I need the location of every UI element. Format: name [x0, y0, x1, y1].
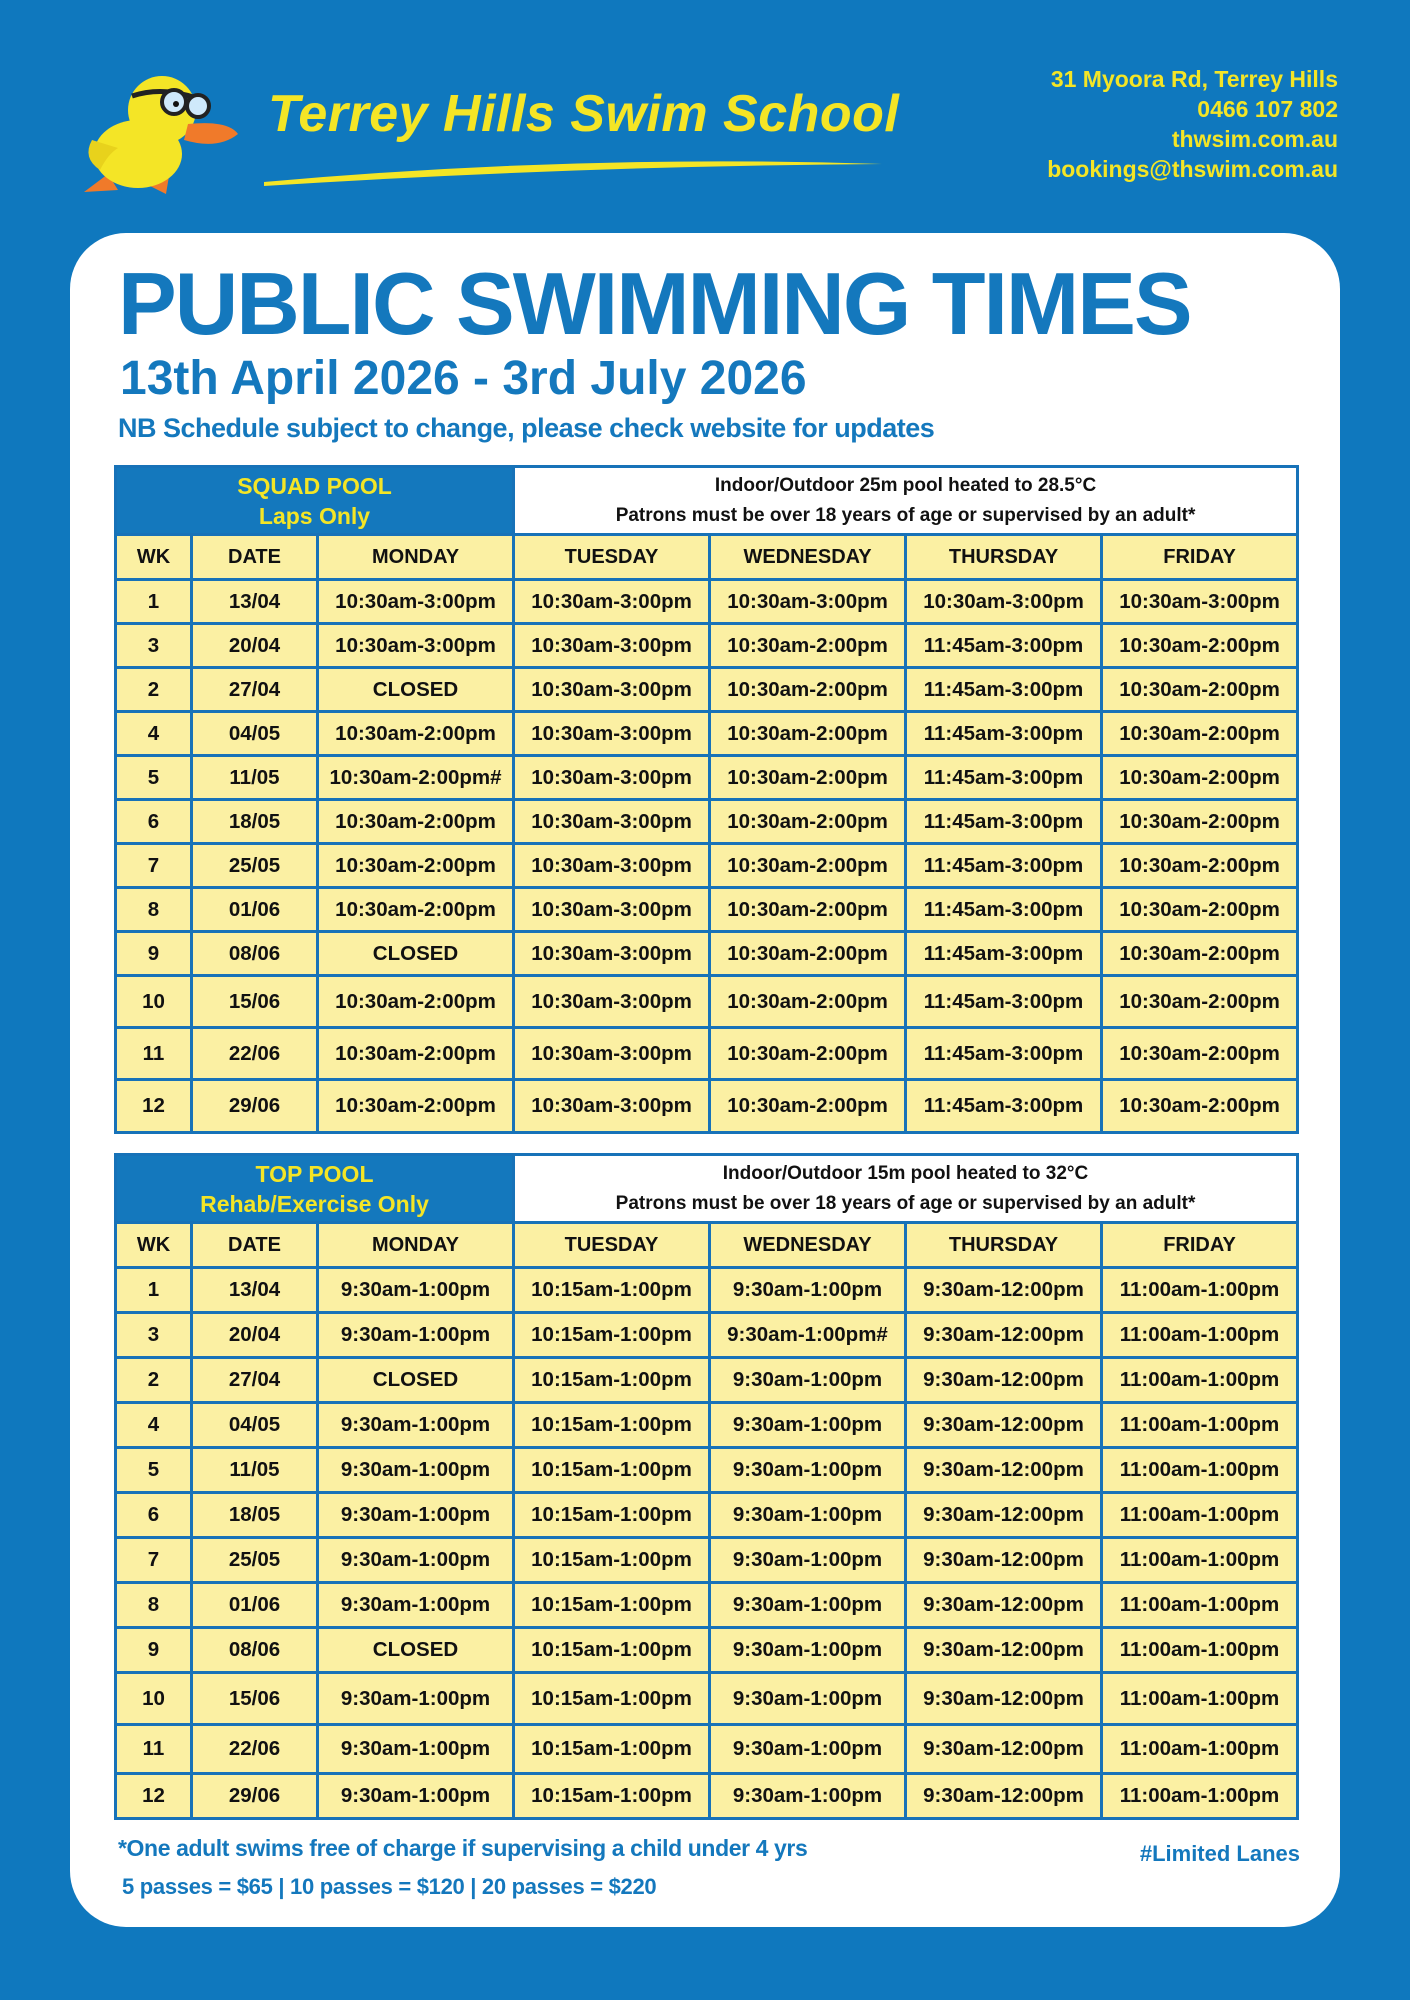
- friday-cell: 11:00am-1:00pm: [1102, 1268, 1298, 1313]
- wednesday-cell: 9:30am-1:00pm: [710, 1268, 906, 1313]
- table-row: [116, 1403, 1298, 1448]
- monday-cell: CLOSED: [318, 1358, 514, 1403]
- tuesday-cell: 10:30am-3:00pm: [514, 624, 710, 668]
- friday-cell: 10:30am-2:00pm: [1102, 800, 1298, 844]
- week-cell: 6: [116, 800, 192, 844]
- column-header-row: [116, 535, 1298, 580]
- week-cell: 4: [116, 712, 192, 756]
- tuesday-cell: 10:30am-3:00pm: [514, 800, 710, 844]
- supervision-note: *One adult swims free of charge if supervising a child under 4 yrs: [118, 1835, 808, 1861]
- address: 31 Myoora Rd, Terrey Hills: [1050, 66, 1338, 92]
- wednesday-cell: 10:30am-2:00pm: [710, 800, 906, 844]
- wednesday-cell: 9:30am-1:00pm: [710, 1358, 906, 1403]
- thursday-cell: 9:30am-12:00pm: [906, 1403, 1102, 1448]
- table-row: [116, 1080, 1298, 1133]
- col-header-friday: FRIDAY: [1102, 1223, 1298, 1268]
- pool-name: SQUAD POOL: [237, 472, 392, 499]
- pool-name: TOP POOL: [255, 1160, 374, 1187]
- wednesday-cell: 10:30am-2:00pm: [710, 888, 906, 932]
- table-row: [116, 1673, 1298, 1725]
- thursday-cell: 11:45am-3:00pm: [906, 1028, 1102, 1080]
- friday-cell: 11:00am-1:00pm: [1102, 1403, 1298, 1448]
- monday-cell: 10:30am-2:00pm: [318, 1080, 514, 1133]
- tuesday-cell: 10:15am-1:00pm: [514, 1358, 710, 1403]
- page-title: PUBLIC SWIMMING TIMES: [118, 254, 1191, 353]
- tuesday-cell: 10:30am-3:00pm: [514, 668, 710, 712]
- date-cell: 25/05: [192, 844, 318, 888]
- date-cell: 13/04: [192, 580, 318, 624]
- pool-description: Indoor/Outdoor 15m pool heated to 32°C: [722, 1162, 1089, 1184]
- monday-cell: 10:30am-3:00pm: [318, 580, 514, 624]
- friday-cell: 10:30am-2:00pm: [1102, 844, 1298, 888]
- friday-cell: 11:00am-1:00pm: [1102, 1583, 1298, 1628]
- phone[interactable]: 0466 107 802: [1197, 96, 1338, 122]
- thursday-cell: 11:45am-3:00pm: [906, 668, 1102, 712]
- thursday-cell: 11:45am-3:00pm: [906, 756, 1102, 800]
- week-cell: 1: [116, 1268, 192, 1313]
- thursday-cell: 9:30am-12:00pm: [906, 1583, 1102, 1628]
- tuesday-cell: 10:15am-1:00pm: [514, 1725, 710, 1774]
- pass-prices: 5 passes = $65 | 10 passes = $120 | 20 passes = $220: [122, 1874, 657, 1899]
- table-row: [116, 712, 1298, 756]
- week-cell: 9: [116, 1628, 192, 1673]
- wednesday-cell: 9:30am-1:00pm: [710, 1448, 906, 1493]
- friday-cell: 10:30am-2:00pm: [1102, 976, 1298, 1028]
- monday-cell: 9:30am-1:00pm: [318, 1448, 514, 1493]
- date-cell: 15/06: [192, 1673, 318, 1725]
- friday-cell: 11:00am-1:00pm: [1102, 1673, 1298, 1725]
- week-cell: 3: [116, 1313, 192, 1358]
- col-header-wk: WK: [116, 1223, 192, 1268]
- thursday-cell: 9:30am-12:00pm: [906, 1448, 1102, 1493]
- date-cell: 18/05: [192, 1493, 318, 1538]
- tuesday-cell: 10:30am-3:00pm: [514, 1028, 710, 1080]
- date-cell: 27/04: [192, 668, 318, 712]
- schedule-note: NB Schedule subject to change, please check website for updates: [118, 413, 935, 443]
- tuesday-cell: 10:15am-1:00pm: [514, 1493, 710, 1538]
- col-header-wk: WK: [116, 535, 192, 580]
- wednesday-cell: 9:30am-1:00pm: [710, 1628, 906, 1673]
- week-cell: 2: [116, 1358, 192, 1403]
- week-cell: 8: [116, 888, 192, 932]
- thursday-cell: 10:30am-3:00pm: [906, 580, 1102, 624]
- date-cell: 29/06: [192, 1774, 318, 1819]
- date-range: 13th April 2026 - 3rd July 2026: [120, 352, 807, 405]
- thursday-cell: 9:30am-12:00pm: [906, 1313, 1102, 1358]
- thursday-cell: 11:45am-3:00pm: [906, 932, 1102, 976]
- col-header-monday: MONDAY: [318, 535, 514, 580]
- date-cell: 25/05: [192, 1538, 318, 1583]
- date-cell: 29/06: [192, 1080, 318, 1133]
- table-row: [116, 976, 1298, 1028]
- limited-lanes-tag: #Limited Lanes: [1139, 1841, 1300, 1866]
- date-cell: 11/05: [192, 756, 318, 800]
- wednesday-cell: 10:30am-2:00pm: [710, 976, 906, 1028]
- friday-cell: 10:30am-3:00pm: [1102, 580, 1298, 624]
- monday-cell: 10:30am-2:00pm: [318, 800, 514, 844]
- tuesday-cell: 10:15am-1:00pm: [514, 1448, 710, 1493]
- table-row: [116, 1028, 1298, 1080]
- pool-name-cell: [116, 467, 514, 535]
- col-header-thursday: THURSDAY: [906, 1223, 1102, 1268]
- monday-cell: 10:30am-2:00pm: [318, 844, 514, 888]
- table-row: [116, 1774, 1298, 1819]
- monday-cell: 10:30am-2:00pm: [318, 1028, 514, 1080]
- monday-cell: 9:30am-1:00pm: [318, 1725, 514, 1774]
- week-cell: 7: [116, 844, 192, 888]
- col-header-tuesday: TUESDAY: [514, 535, 710, 580]
- schedule-card: [70, 233, 1340, 1927]
- tuesday-cell: 10:30am-3:00pm: [514, 1080, 710, 1133]
- wednesday-cell: 10:30am-2:00pm: [710, 932, 906, 976]
- wednesday-cell: 10:30am-2:00pm: [710, 712, 906, 756]
- date-cell: 15/06: [192, 976, 318, 1028]
- col-header-monday: MONDAY: [318, 1223, 514, 1268]
- tuesday-cell: 10:15am-1:00pm: [514, 1583, 710, 1628]
- week-cell: 4: [116, 1403, 192, 1448]
- table-row: [116, 1313, 1298, 1358]
- pool-description-cell: [514, 1155, 1298, 1223]
- week-cell: 12: [116, 1080, 192, 1133]
- thursday-cell: 11:45am-3:00pm: [906, 712, 1102, 756]
- col-header-tuesday: TUESDAY: [514, 1223, 710, 1268]
- thursday-cell: 11:45am-3:00pm: [906, 624, 1102, 668]
- tuesday-cell: 10:30am-3:00pm: [514, 932, 710, 976]
- wednesday-cell: 9:30am-1:00pm: [710, 1673, 906, 1725]
- table-row: [116, 1448, 1298, 1493]
- table-row: [116, 1583, 1298, 1628]
- wednesday-cell: 9:30am-1:00pm#: [710, 1313, 906, 1358]
- date-cell: 27/04: [192, 1358, 318, 1403]
- week-cell: 12: [116, 1774, 192, 1819]
- thursday-cell: 9:30am-12:00pm: [906, 1725, 1102, 1774]
- week-cell: 2: [116, 668, 192, 712]
- tuesday-cell: 10:30am-3:00pm: [514, 844, 710, 888]
- thursday-cell: 11:45am-3:00pm: [906, 844, 1102, 888]
- friday-cell: 11:00am-1:00pm: [1102, 1725, 1298, 1774]
- date-cell: 22/06: [192, 1028, 318, 1080]
- wednesday-cell: 10:30am-2:00pm: [710, 624, 906, 668]
- tuesday-cell: 10:15am-1:00pm: [514, 1628, 710, 1673]
- wednesday-cell: 9:30am-1:00pm: [710, 1403, 906, 1448]
- date-cell: 11/05: [192, 1448, 318, 1493]
- top-pool-table: [114, 1153, 1299, 1820]
- tuesday-cell: 10:30am-3:00pm: [514, 976, 710, 1028]
- col-header-date: DATE: [192, 535, 318, 580]
- tuesday-cell: 10:30am-3:00pm: [514, 580, 710, 624]
- pool-description: Indoor/Outdoor 25m pool heated to 28.5°C: [714, 474, 1097, 496]
- monday-cell: 10:30am-3:00pm: [318, 624, 514, 668]
- week-cell: 9: [116, 932, 192, 976]
- table-row: [116, 756, 1298, 800]
- monday-cell: 9:30am-1:00pm: [318, 1313, 514, 1358]
- col-header-thursday: THURSDAY: [906, 535, 1102, 580]
- date-cell: 20/04: [192, 624, 318, 668]
- table-row: [116, 1358, 1298, 1403]
- tuesday-cell: 10:30am-3:00pm: [514, 888, 710, 932]
- wednesday-cell: 9:30am-1:00pm: [710, 1725, 906, 1774]
- brand-name: Terrey Hills Swim School: [268, 85, 900, 143]
- thursday-cell: 9:30am-12:00pm: [906, 1673, 1102, 1725]
- email-link[interactable]: bookings@thswim.com.au: [1047, 156, 1338, 182]
- wednesday-cell: 10:30am-2:00pm: [710, 1028, 906, 1080]
- tuesday-cell: 10:15am-1:00pm: [514, 1268, 710, 1313]
- pool-subtitle: Rehab/Exercise Only: [200, 1190, 429, 1217]
- wednesday-cell: 9:30am-1:00pm: [710, 1774, 906, 1819]
- col-header-wednesday: WEDNESDAY: [710, 535, 906, 580]
- thursday-cell: 11:45am-3:00pm: [906, 1080, 1102, 1133]
- week-cell: 8: [116, 1583, 192, 1628]
- wednesday-cell: 10:30am-2:00pm: [710, 668, 906, 712]
- date-cell: 20/04: [192, 1313, 318, 1358]
- col-header-date: DATE: [192, 1223, 318, 1268]
- table-row: [116, 1628, 1298, 1673]
- table-row: [116, 888, 1298, 932]
- thursday-cell: 9:30am-12:00pm: [906, 1538, 1102, 1583]
- friday-cell: 11:00am-1:00pm: [1102, 1358, 1298, 1403]
- friday-cell: 10:30am-2:00pm: [1102, 712, 1298, 756]
- thursday-cell: 9:30am-12:00pm: [906, 1628, 1102, 1673]
- tuesday-cell: 10:15am-1:00pm: [514, 1313, 710, 1358]
- table-row: [116, 1268, 1298, 1313]
- thursday-cell: 11:45am-3:00pm: [906, 888, 1102, 932]
- week-cell: 5: [116, 1448, 192, 1493]
- contact-block: [1047, 64, 1338, 184]
- wednesday-cell: 10:30am-2:00pm: [710, 1080, 906, 1133]
- monday-cell: 9:30am-1:00pm: [318, 1673, 514, 1725]
- thursday-cell: 9:30am-12:00pm: [906, 1774, 1102, 1819]
- col-header-wednesday: WEDNESDAY: [710, 1223, 906, 1268]
- date-cell: 18/05: [192, 800, 318, 844]
- table-row: [116, 580, 1298, 624]
- friday-cell: 11:00am-1:00pm: [1102, 1538, 1298, 1583]
- table-row: [116, 800, 1298, 844]
- monday-cell: 9:30am-1:00pm: [318, 1774, 514, 1819]
- date-cell: 08/06: [192, 932, 318, 976]
- wednesday-cell: 9:30am-1:00pm: [710, 1538, 906, 1583]
- week-cell: 6: [116, 1493, 192, 1538]
- date-cell: 01/06: [192, 888, 318, 932]
- wednesday-cell: 10:30am-3:00pm: [710, 580, 906, 624]
- monday-cell: 10:30am-2:00pm: [318, 976, 514, 1028]
- friday-cell: 11:00am-1:00pm: [1102, 1313, 1298, 1358]
- pool-description-cell: [514, 467, 1298, 535]
- date-cell: 01/06: [192, 1583, 318, 1628]
- friday-cell: 10:30am-2:00pm: [1102, 932, 1298, 976]
- thursday-cell: 11:45am-3:00pm: [906, 800, 1102, 844]
- duck-with-goggles-icon: [78, 62, 248, 202]
- squad-pool-table: [114, 465, 1299, 1134]
- table-row: [116, 624, 1298, 668]
- tuesday-cell: 10:15am-1:00pm: [514, 1403, 710, 1448]
- pool-age-rule: Patrons must be over 18 years of age or supervised by an adult*: [615, 504, 1196, 526]
- friday-cell: 10:30am-2:00pm: [1102, 756, 1298, 800]
- thursday-cell: 9:30am-12:00pm: [906, 1268, 1102, 1313]
- monday-cell: 9:30am-1:00pm: [318, 1493, 514, 1538]
- week-cell: 5: [116, 756, 192, 800]
- tuesday-cell: 10:30am-3:00pm: [514, 712, 710, 756]
- week-cell: 7: [116, 1538, 192, 1583]
- table-row: [116, 1538, 1298, 1583]
- monday-cell: CLOSED: [318, 1628, 514, 1673]
- friday-cell: 10:30am-2:00pm: [1102, 888, 1298, 932]
- table-row: [116, 844, 1298, 888]
- wednesday-cell: 9:30am-1:00pm: [710, 1583, 906, 1628]
- table-row: [116, 668, 1298, 712]
- monday-cell: 9:30am-1:00pm: [318, 1268, 514, 1313]
- monday-cell: 10:30am-2:00pm#: [318, 756, 514, 800]
- tuesday-cell: 10:15am-1:00pm: [514, 1673, 710, 1725]
- friday-cell: 11:00am-1:00pm: [1102, 1628, 1298, 1673]
- monday-cell: CLOSED: [318, 668, 514, 712]
- friday-cell: 11:00am-1:00pm: [1102, 1448, 1298, 1493]
- wednesday-cell: 10:30am-2:00pm: [710, 844, 906, 888]
- thursday-cell: 9:30am-12:00pm: [906, 1358, 1102, 1403]
- week-cell: 10: [116, 976, 192, 1028]
- friday-cell: 11:00am-1:00pm: [1102, 1493, 1298, 1538]
- friday-cell: 10:30am-2:00pm: [1102, 624, 1298, 668]
- monday-cell: CLOSED: [318, 932, 514, 976]
- thursday-cell: 11:45am-3:00pm: [906, 976, 1102, 1028]
- date-cell: 22/06: [192, 1725, 318, 1774]
- tuesday-cell: 10:15am-1:00pm: [514, 1538, 710, 1583]
- wednesday-cell: 9:30am-1:00pm: [710, 1493, 906, 1538]
- pool-subtitle: Laps Only: [258, 502, 371, 529]
- friday-cell: 10:30am-2:00pm: [1102, 1080, 1298, 1133]
- pool-name-cell: [116, 1155, 514, 1223]
- date-cell: 04/05: [192, 1403, 318, 1448]
- col-header-friday: FRIDAY: [1102, 535, 1298, 580]
- tuesday-cell: 10:30am-3:00pm: [514, 756, 710, 800]
- logo: [78, 62, 898, 212]
- monday-cell: 9:30am-1:00pm: [318, 1583, 514, 1628]
- wednesday-cell: 10:30am-2:00pm: [710, 756, 906, 800]
- friday-cell: 10:30am-2:00pm: [1102, 1028, 1298, 1080]
- monday-cell: 9:30am-1:00pm: [318, 1538, 514, 1583]
- friday-cell: 11:00am-1:00pm: [1102, 1774, 1298, 1819]
- week-cell: 3: [116, 624, 192, 668]
- column-header-row: [116, 1223, 1298, 1268]
- table-row: [116, 1493, 1298, 1538]
- swoosh-underline: [258, 150, 888, 190]
- week-cell: 1: [116, 580, 192, 624]
- date-cell: 08/06: [192, 1628, 318, 1673]
- week-cell: 11: [116, 1028, 192, 1080]
- table-row: [116, 1725, 1298, 1774]
- thursday-cell: 9:30am-12:00pm: [906, 1493, 1102, 1538]
- monday-cell: 10:30am-2:00pm: [318, 712, 514, 756]
- date-cell: 13/04: [192, 1268, 318, 1313]
- monday-cell: 9:30am-1:00pm: [318, 1403, 514, 1448]
- week-cell: 10: [116, 1673, 192, 1725]
- date-cell: 04/05: [192, 712, 318, 756]
- friday-cell: 10:30am-2:00pm: [1102, 668, 1298, 712]
- website-link[interactable]: thwsim.com.au: [1171, 126, 1338, 152]
- week-cell: 11: [116, 1725, 192, 1774]
- tuesday-cell: 10:15am-1:00pm: [514, 1774, 710, 1819]
- pool-age-rule: Patrons must be over 18 years of age or supervised by an adult*: [615, 1192, 1196, 1214]
- monday-cell: 10:30am-2:00pm: [318, 888, 514, 932]
- table-row: [116, 932, 1298, 976]
